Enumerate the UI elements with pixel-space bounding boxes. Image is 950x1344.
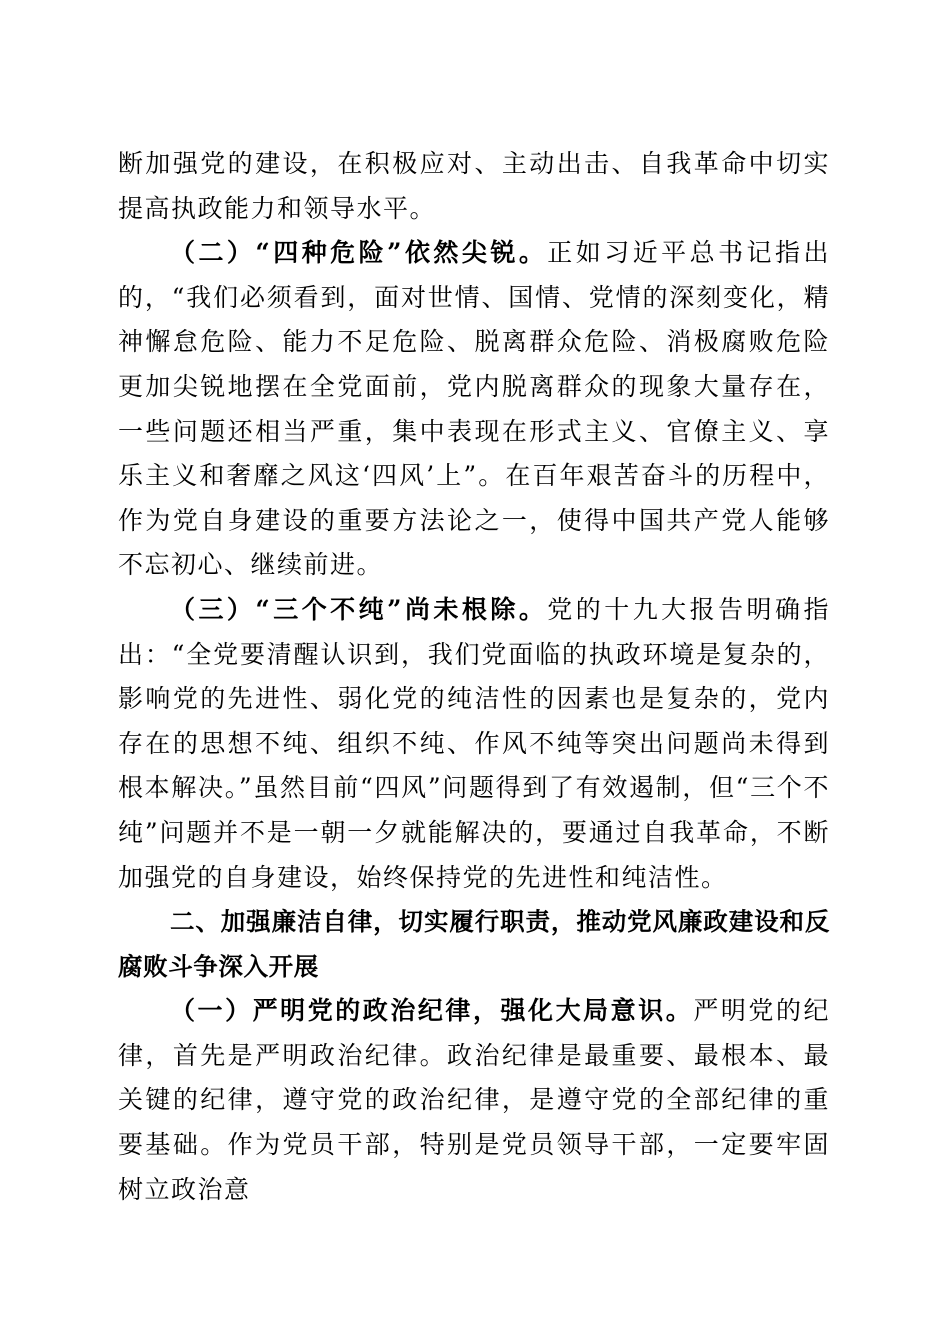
paragraph-three-impurities-body: 党的十九大报告明确指出：“全党要清醒认识到，我们党面临的执政环境是复杂的，影响党的先进性、弱化党的纯洁性的因素也是复杂的，党内存在的思想不纯、组织不纯、作风不纯等突出问题尚未得到根本解决。”虽然目前“四风”问题得到了有效遏制，但“三个不纯”问题并不是一朝一夕就能解决的，要通过自我革命，不断加强党的自身建设，始终保持党的先进性和纯洁性。 bbox=[118, 594, 830, 892]
paragraph-political-discipline-body: 严明党的纪律，首先是严明政治纪律。政治纪律是最重要、最根本、最关键的纪律，遵守党的政治纪律，是遵守党的全部纪律的重要基础。作为党员干部，特别是党员领导干部，一定要牢固树立政治意 bbox=[118, 996, 830, 1204]
paragraph-political-discipline-lead: （一）严明党的政治纪律，强化大局意识。 bbox=[170, 996, 694, 1026]
document-body bbox=[118, 142, 830, 1212]
section-heading-2: 二、加强廉洁自律，切实履行职责，推动党风廉政建设和反腐败斗争深入开展 bbox=[118, 907, 830, 981]
paragraph-four-dangers-body: 正如习近平总书记指出的，“我们必须看到，面对世情、国情、党情的深刻变化，精神懈怠危险、能力不足危险、脱离群众危险、消极腐败危险更加尖锐地摆在全党面前，党内脱离群众的现象大量存在，一些问题还相当严重，集中表现在形式主义、官僚主义、享乐主义和奢靡之风这‘四风’上”。在百年艰苦奋斗的历程中，作为党自身建设的重要方法论之一，使得中国共产党人能够不忘初心、继续前进。 bbox=[118, 238, 830, 580]
paragraph-three-impurities bbox=[118, 588, 830, 900]
paragraph-four-dangers-lead: （二）“四种危险”依然尖锐。 bbox=[170, 238, 548, 268]
paragraph-four-dangers bbox=[118, 231, 830, 588]
paragraph-three-impurities-lead: （三）“三个不纯”尚未根除。 bbox=[170, 594, 548, 624]
continuation-paragraph: 断加强党的建设，在积极应对、主动出击、自我革命中切实提高执政能力和领导水平。 bbox=[118, 149, 830, 223]
paragraph-political-discipline bbox=[118, 989, 830, 1212]
